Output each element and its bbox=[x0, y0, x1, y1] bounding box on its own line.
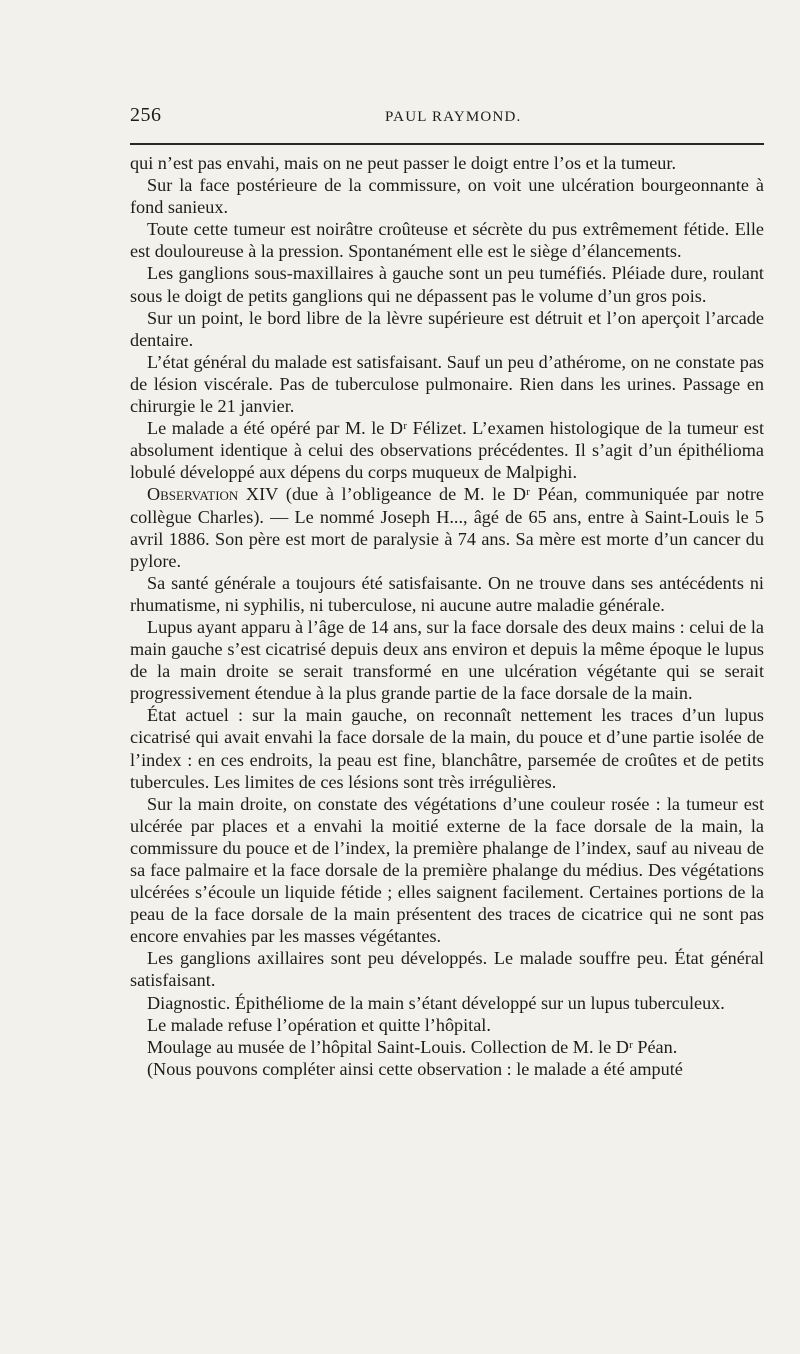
page-number: 256 bbox=[130, 104, 162, 126]
paragraph: État actuel : sur la main gauche, on reconnaît nettement les traces d’un lupus cicatrisé qui avait envahi la face dorsale de la main, du pouce et d’une partie isolée de l’index : en ces endroits, la peau est fine, blanchâtre, parsemée de croûtes et de petits tubercules. Les limites de ces lésions sont très irrégulières. bbox=[130, 705, 764, 792]
observation-text: (due à l’obligeance de M. le Dʳ Péan, communiquée par notre collègue Charles). — Le nommé Joseph H..., âgé de 65 ans, entre à Saint-Louis le 5 avril 1886. Son père est mort de paralysie à 74 ans. Sa mère est morte d’un cancer du pylore. bbox=[130, 484, 764, 571]
paragraph: qui n’est pas envahi, mais on ne peut passer le doigt entre l’os et la tumeur. bbox=[130, 153, 676, 173]
paragraph: Le malade refuse l’opération et quitte l’hôpital. bbox=[147, 1014, 491, 1035]
running-head: PAUL RAYMOND. bbox=[385, 109, 522, 125]
paragraph: Toute cette tumeur est noirâtre croûteuse et sécrète du pus extrêmement fétide. Elle est douloureuse à la pression. Spontanément elle est le siège d’élancements. bbox=[130, 219, 764, 262]
paragraph: Moulage au musée de l’hôpital Saint-Louis. Collection de M. le Dʳ Péan. bbox=[147, 1036, 678, 1057]
paragraph: Sa santé générale a toujours été satisfaisante. On ne trouve dans ses antécédents ni rhumatisme, ni syphilis, ni tuberculose, ni aucune autre maladie générale. bbox=[130, 572, 764, 615]
paragraph: Les ganglions axillaires sont peu développés. Le malade souffre peu. État général satisfaisant. bbox=[130, 948, 764, 991]
paragraph: Sur la face postérieure de la commissure, on voit une ulcération bourgeonnante à fond sanieux. bbox=[130, 175, 764, 218]
paragraph: (Nous pouvons compléter ainsi cette observation : le malade a été amputé bbox=[147, 1058, 683, 1079]
paragraph: Diagnostic. Épithéliome de la main s’étant développé sur un lupus tuberculeux. bbox=[147, 992, 725, 1013]
observation-label: Observation XIV bbox=[147, 484, 279, 505]
paragraph: Le malade a été opéré par M. le Dʳ Félizet. L’examen histologique de la tumeur est absolument identique à celui des observations précédentes. Il s’agit d’un épithélioma lobulé développé aux dépens du corps muqueux de Malpighi. bbox=[130, 418, 764, 483]
paragraph: Les ganglions sous-maxillaires à gauche sont un peu tuméfiés. Pléiade dure, roulant sous le doigt de petits ganglions qui ne dépassent pas le volume d’un gros pois. bbox=[130, 263, 764, 306]
observation-paragraph bbox=[130, 483, 764, 571]
paragraph: Sur un point, le bord libre de la lèvre supérieure est détruit et l’on aperçoit l’arcade dentaire. bbox=[130, 307, 764, 350]
paragraph: Lupus ayant apparu à l’âge de 14 ans, sur la face dorsale des deux mains : celui de la main gauche s’est cicatrisé depuis deux ans environ et depuis la même époque le lupus de la main droite se serait transformé en une ulcération végétante qui se serait progressivement étendue à la plus grande partie de la face dorsale de la main. bbox=[130, 616, 764, 704]
header-rule bbox=[130, 143, 764, 145]
body-text bbox=[130, 152, 764, 1080]
paragraph: Sur la main droite, on constate des végétations d’une couleur rosée : la tumeur est ulcérée par places et a envahi la moitié externe de la face dorsale de la main, la commissure du pouce et de l’index, la première phalange de l’index, sauf au niveau de sa face palmaire et la face dorsale de la première phalange du médius. Des végétations ulcérées s’écoule un liquide fétide ; elles saignent facilement. Certaines portions de la peau de la face dorsale de la main présentent des traces de cicatrice qui ne sont pas encore envahies par les masses végétantes. bbox=[130, 793, 764, 947]
paragraph: L’état général du malade est satisfaisant. Sauf un peu d’athérome, on ne constate pas de lésion viscérale. Pas de tuberculose pulmonaire. Rien dans les urines. Passage en chirurgie le 21 janvier. bbox=[130, 351, 764, 417]
page-header bbox=[130, 104, 762, 130]
